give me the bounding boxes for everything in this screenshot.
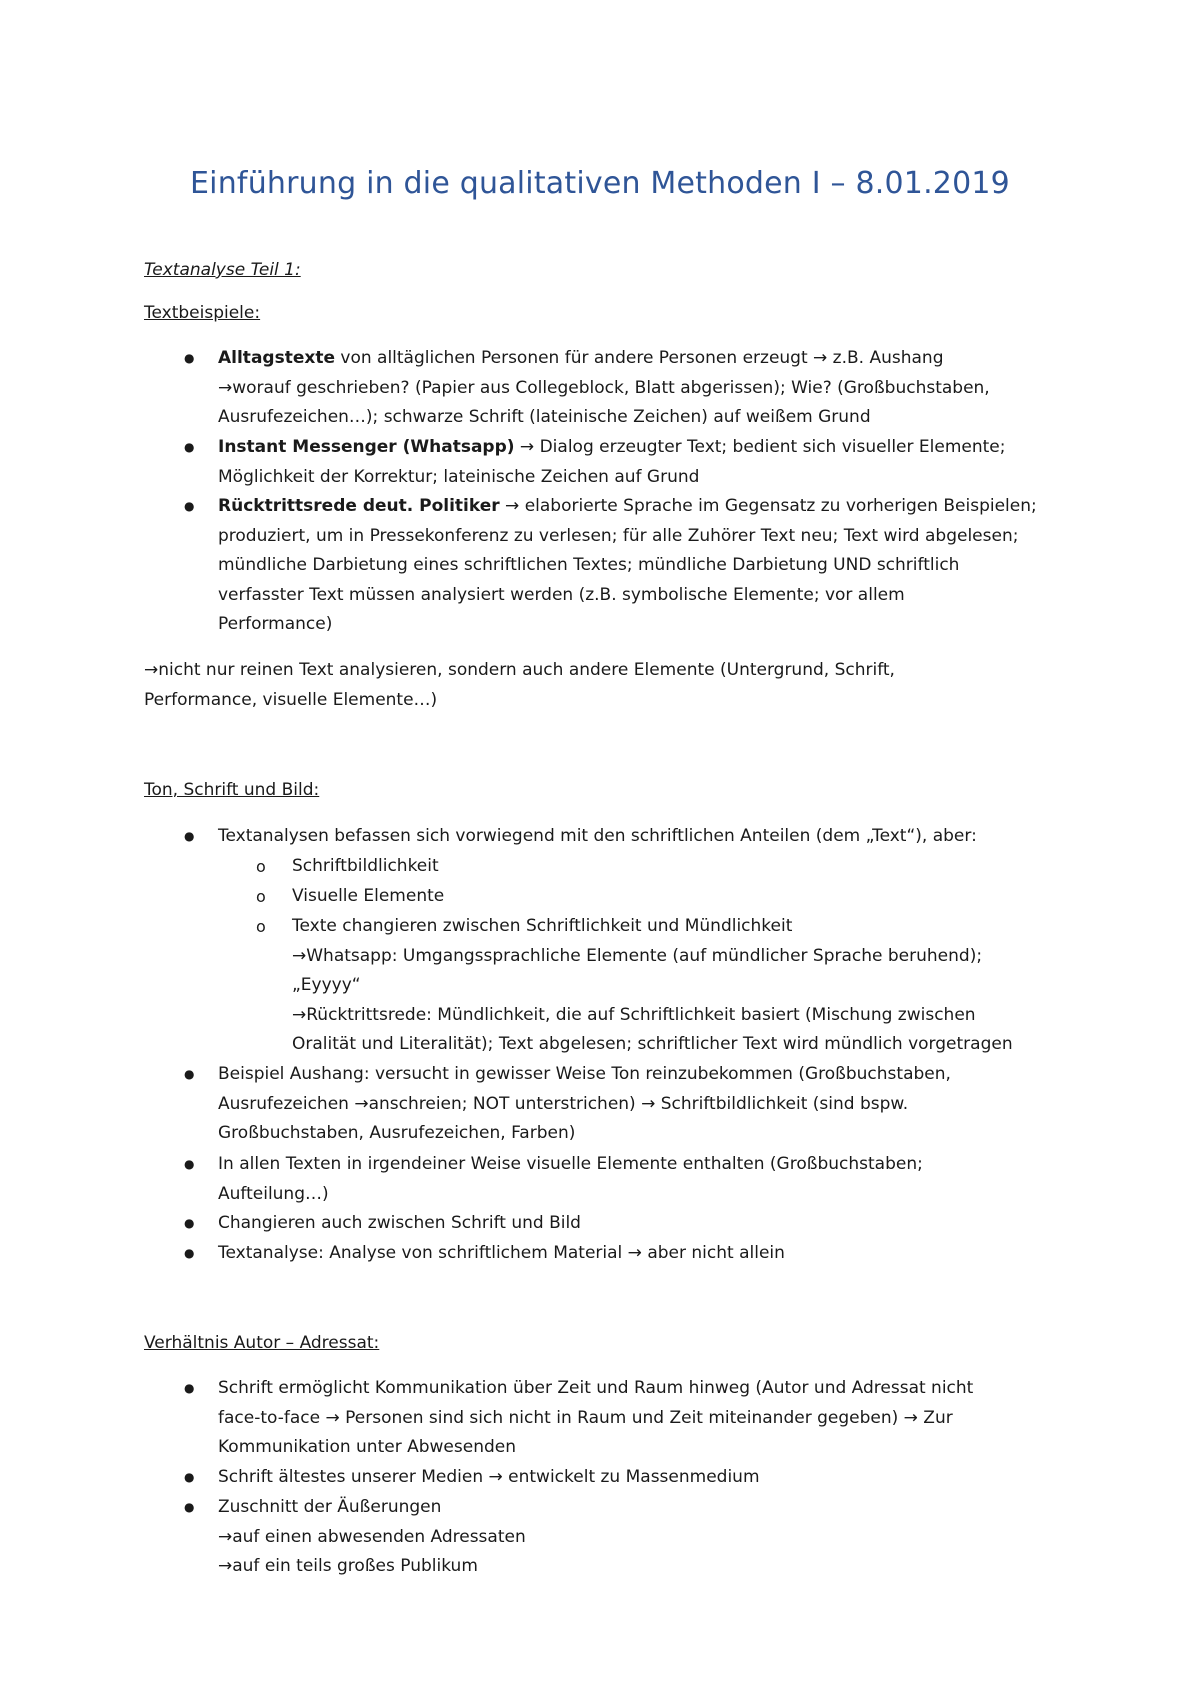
text-line: Kommunikation unter Abwesenden xyxy=(218,1437,516,1457)
text-line: Texte changieren zwischen Schriftlichkeit und Mündlichkeit xyxy=(292,916,793,936)
text-line: Performance) xyxy=(218,614,333,634)
section-heading-textanalyse: Textanalyse Teil 1: xyxy=(144,260,301,280)
text-line: →auf einen abwesenden Adressaten xyxy=(218,1526,526,1547)
text-line: Performance, visuelle Elemente…) xyxy=(144,689,438,710)
text-line: Oralität und Literalität); Text abgelesen; schriftlicher Text wird mündlich vorgetragen xyxy=(292,1034,1013,1054)
text-line: Möglichkeit der Korrektur; lateinische Zeichen auf Grund xyxy=(218,466,700,487)
text-line: von alltäglichen Personen für andere Personen erzeugt → z.B. Aushang xyxy=(334,348,944,368)
text-line: produziert, um in Pressekonferenz zu verlesen; für alle Zuhörer Text neu; Text wird abgelesen; xyxy=(218,525,1019,546)
sub-list-item xyxy=(292,912,1013,1060)
list-item-alltagstexte xyxy=(218,344,990,433)
list-item-changieren: Changieren auch zwischen Schrift und Bild xyxy=(218,1213,581,1233)
list-item-schrift-kommunikation xyxy=(218,1374,973,1463)
list-item-textanalyse: Textanalyse: Analyse von schriftlichem Material → aber nicht allein xyxy=(218,1243,785,1263)
list-item-beispiel-aushang xyxy=(218,1060,951,1149)
bullet-marker xyxy=(184,344,194,375)
text-line: →nicht nur reinen Text analysieren, sondern auch andere Elemente (Untergrund, Schrift, xyxy=(144,660,895,680)
bullet-marker xyxy=(184,1374,194,1405)
bullet-marker xyxy=(184,822,194,853)
text-line: Ausrufezeichen →anschreien; NOT unterstrichen) → Schriftbildlichkeit (sind bspw. xyxy=(218,1093,909,1114)
bullet-marker xyxy=(184,1463,194,1494)
text-line: →Rücktrittsrede: Mündlichkeit, die auf Schriftlichkeit basiert (Mischung zwischen xyxy=(292,1004,976,1025)
sub-bullet-marker: o xyxy=(256,857,266,876)
list-item-ruecktrittsrede xyxy=(218,492,1037,640)
text-line: → Dialog erzeugter Text; bedient sich visueller Elemente; xyxy=(514,437,1006,457)
text-line: verfasster Text müssen analysiert werden (z.B. symbolische Elemente; vor allem xyxy=(218,584,905,605)
text-line: → elaborierte Sprache im Gegensatz zu vorherigen Beispielen; xyxy=(499,496,1037,516)
document-title: Einführung in die qualitativen Methoden I – 8.01.2019 xyxy=(190,166,1010,201)
text-line: Schrift ermöglicht Kommunikation über Zeit und Raum hinweg (Autor und Adressat nicht xyxy=(218,1378,974,1398)
bold-term: Alltagstexte xyxy=(218,348,335,368)
text-line: Ausrufezeichen…); schwarze Schrift (lateinische Zeichen) auf weißem Grund xyxy=(218,407,871,427)
sub-bullet-marker: o xyxy=(256,917,266,936)
text-line: →Whatsapp: Umgangssprachliche Elemente (auf mündlicher Sprache beruhend); xyxy=(292,945,983,966)
bullet-marker xyxy=(184,1150,194,1181)
section-heading-autor-adressat: Verhältnis Autor – Adressat: xyxy=(144,1333,380,1353)
list-item-instant-messenger xyxy=(218,433,1005,492)
text-line: In allen Texten in irgendeiner Weise visuelle Elemente enthalten (Großbuchstaben; xyxy=(218,1154,923,1174)
list-item-textanalysen: Textanalysen befassen sich vorwiegend mit den schriftlichen Anteilen (dem „Text“), aber: xyxy=(218,826,977,846)
text-line: →worauf geschrieben? (Papier aus Collegeblock, Blatt abgerissen); Wie? (Großbuchstaben, xyxy=(218,377,990,398)
bullet-marker xyxy=(184,433,194,464)
bullet-marker xyxy=(184,492,194,523)
sub-list-item: Schriftbildlichkeit xyxy=(292,856,439,876)
sub-bullet-marker: o xyxy=(256,887,266,906)
section-heading-ton-schrift-bild: Ton, Schrift und Bild: xyxy=(144,780,320,800)
bullet-marker xyxy=(184,1209,194,1240)
text-line: face-to-face → Personen sind sich nicht in Raum und Zeit miteinander gegeben) → Zur xyxy=(218,1407,953,1428)
list-item-visuelle-elemente xyxy=(218,1150,923,1209)
subheading-textbeispiele: Textbeispiele: xyxy=(144,303,261,323)
text-line: Zuschnitt der Äußerungen xyxy=(218,1497,442,1517)
text-line: Aufteilung…) xyxy=(218,1183,329,1204)
text-line: Großbuchstaben, Ausrufezeichen, Farben) xyxy=(218,1123,576,1143)
text-line: „Eyyyy“ xyxy=(292,975,361,995)
bullet-marker xyxy=(184,1493,194,1524)
text-line: mündliche Darbietung eines schriftlichen Textes; mündliche Darbietung UND schriftlich xyxy=(218,555,960,575)
conclusion-paragraph xyxy=(144,656,895,715)
bold-term: Instant Messenger (Whatsapp) xyxy=(218,437,515,457)
list-item-aeltestes-medium: Schrift ältestes unserer Medien → entwickelt zu Massenmedium xyxy=(218,1467,760,1487)
sub-list-item: Visuelle Elemente xyxy=(292,886,445,906)
text-line: →auf ein teils großes Publikum xyxy=(218,1556,478,1576)
text-line: Beispiel Aushang: versucht in gewisser Weise Ton reinzubekommen (Großbuchstaben, xyxy=(218,1064,951,1084)
bullet-marker xyxy=(184,1239,194,1270)
list-item-zuschnitt xyxy=(218,1493,526,1582)
bullet-marker xyxy=(184,1060,194,1091)
bold-term: Rücktrittsrede deut. Politiker xyxy=(218,496,500,516)
